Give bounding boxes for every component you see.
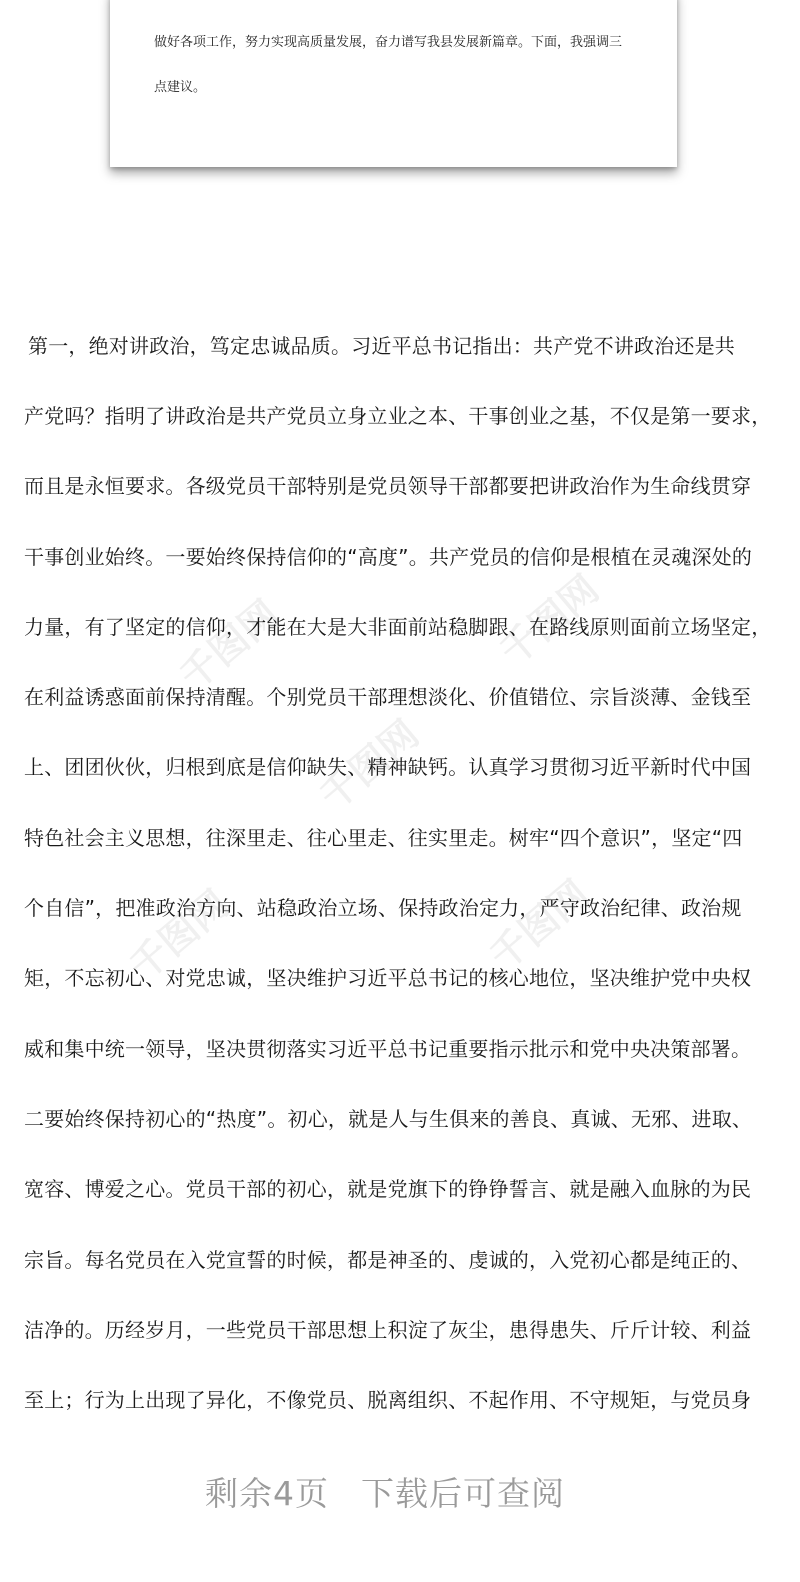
body-line: 宗旨。每名党员在入党宣誓的时候，都是神圣的、虔诚的，入党初心都是纯正的、 (24, 1248, 752, 1272)
body-line: 第一，绝对讲政治，笃定忠诚品质。习近平总书记指出：共产党不讲政治还是共 (28, 334, 735, 358)
body-line: 至上；行为上出现了异化，不像党员、脱离组织、不起作用、不守规矩，与党员身 (24, 1388, 752, 1412)
watermark: 千图网 (121, 881, 238, 989)
watermark: 千图网 (311, 711, 428, 819)
body-line: 个自信”，把准政治方向、站稳政治立场、保持政治定力，严守政治纪律、政治规 (24, 896, 742, 920)
watermark: 千图网 (491, 566, 608, 674)
body-line: 在利益诱惑面前保持清醒。个别党员干部理想淡化、价值错位、宗旨淡薄、金钱至 (24, 685, 752, 709)
body-line: 力量，有了坚定的信仰，才能在大是大非面前站稳脚跟、在路线原则面前立场坚定， (24, 615, 772, 639)
watermark: 千图网 (481, 871, 598, 979)
body-line: 而且是永恒要求。各级党员干部特别是党员领导干部都要把讲政治作为生命线贯穿 (24, 474, 752, 498)
body-line: 上、团团伙伙，归根到底是信仰缺失、精神缺钙。认真学习贯彻习近平新时代中国 (24, 755, 752, 779)
body-line: 特色社会主义思想，往深里走、往心里走、往实里走。树牢“四个意识”，坚定“四 (24, 826, 743, 850)
preview-line-2: 点建议。 (154, 80, 207, 95)
body-line: 宽容、博爱之心。党员干部的初心，就是党旗下的铮铮誓言、就是融入血脉的为民 (24, 1177, 752, 1201)
watermark: 千图网 (171, 591, 288, 699)
body-line: 干事创业始终。一要始终保持信仰的“高度”。共产党员的信仰是根植在灵魂深处的 (24, 545, 753, 569)
body-line: 威和集中统一领导，坚决贯彻落实习近平总书记重要指示批示和党中央决策部署。 (24, 1037, 752, 1061)
body-line: 矩，不忘初心、对党忠诚，坚决维护习近平总书记的核心地位，坚决维护党中央权 (24, 966, 752, 990)
body-line: 产党吗？指明了讲政治是共产党员立身立业之本、干事创业之基，不仅是第一要求， (24, 404, 772, 428)
preview-page-card (110, 0, 677, 167)
remaining-pages-label: 剩余4页 (205, 1474, 329, 1513)
body-line: 二要始终保持初心的“热度”。初心，就是人与生俱来的善良、真诚、无邪、进取、 (24, 1107, 753, 1131)
remaining-pages-notice[interactable] (0, 1468, 770, 1515)
body-line: 洁净的。历经岁月，一些党员干部思想上积淀了灰尘，患得患失、斤斤计较、利益 (24, 1318, 752, 1342)
download-to-view-label: 下载后可查阅 (361, 1474, 565, 1513)
preview-line-1: 做好各项工作，努力实现高质量发展，奋力谱写我县发展新篇章。下面，我强调三 (154, 35, 623, 50)
